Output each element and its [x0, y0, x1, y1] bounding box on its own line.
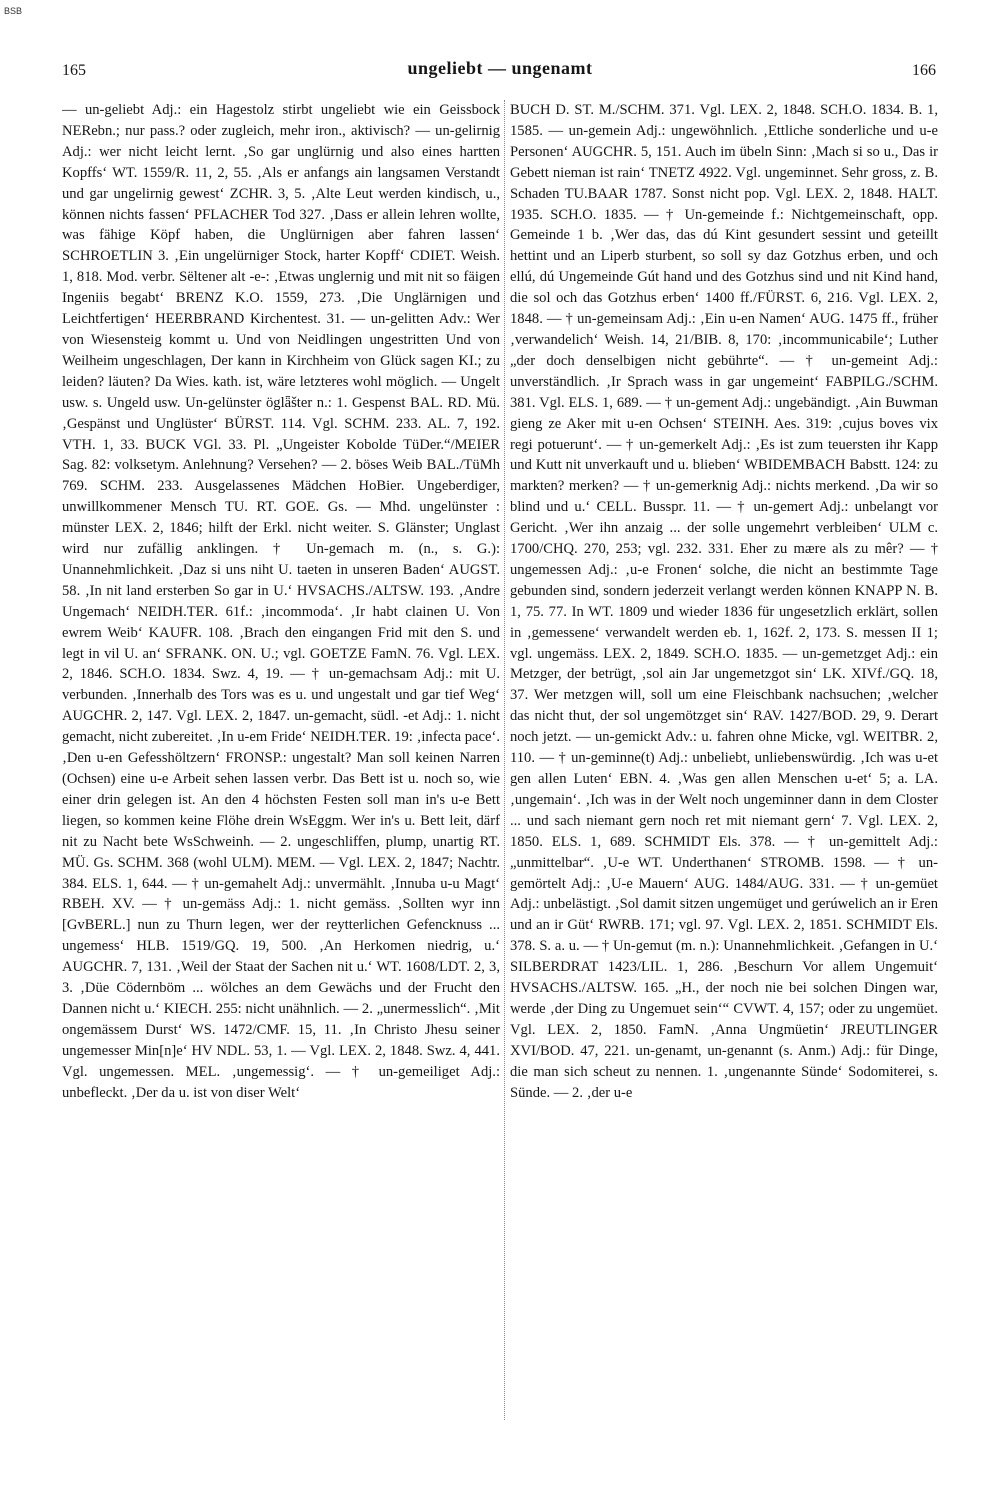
left-column-text: — un-geliebt Adj.: ein Hagestolz stirbt ungeliebt wie ein Geissbock NERebn.; nur pass.? oder zugleich, mehr iron., aktivisch? — un-gelirnig Adj.: wer nicht leicht lernt. ‚So gar unglürnig und also eines hartten Kopffs‘ WT. 1559/R. 11, 2, 55. ‚Als er anfangs ain langsamen Verstandt und gar ungelirnig gewest‘ ZCHR. 3, 5. ‚Alte Leut werden kindisch, u., können nichts fassen‘ PFLACHER Tod 327. ‚Dass er allein lehren wollte, was fähige Köpf haben, die Unglürnigen aber fahren lassen‘ SCHROETLIN 3. ‚Ein ungelürniger Stock, harter Kopff‘ CDIET. Weish. 1, 818. Mod. verbr. Sëltener alt -e-: ‚Etwas unglernig und mit nit so fäigen Ingeniis begabt‘ BRENZ K.O. 1559, 273. ‚Die Unglärnigen und Leichtfertigen‘ HEERBRAND Kirchentest. 31. — un-gelitten Adv.: Wer von Wiesensteig kommt u. Und von Neidlingen ungestritten Und von Weilheim ungeschlagen, Der kann in Kirchheim von Glück sagen KI.; zu leiden? läuten? Da Wies. kath. ist, wäre letzteres wohl möglich. — Ungelt usw. s. Ungeld usw. Un-gelünster öglǟšter n.: 1. Gespenst BAL. RD. Mü. ‚Gespänst und Unglüster‘ BÜRST. 114. Vgl. SCHM. 233. AL. 7, 192. VTH. 1, 33. BUCK VGl. 33. Pl. „Ungeister Kobolde TüDer.“/MEIER Sag. 82: volksetym. Anlehnung? Versehen? — 2. böses Weib BAL./TüMh 769. SCHM. 233. Ausgelassenes Mädchen HoBier. Ungeberdiger, unwillkommener Mensch TU. RT. GOE. Gs. — Mhd. ungelünster : münster LEX. 2, 1846; hilft der Erkl. nicht weiter. S. Glänster; Unglast wird nur zufällig anklingen. † Un-gemach m. (n., s. G.): Unannehmlichkeit. ‚Daz si uns niht U. taeten in unseren Baden‘ AUGST. 58. ‚In nit land ersterben So gar in U.‘ HVSACHS./ALTSW. 193. ‚Andre Ungemach‘ NEIDH.TER. 61f.: ‚incommoda‘. ‚Ir habt clainen U. Von ewrem Weib‘ KAUFR. 108. ‚Brach den eingangen Frid mit den S. und legt in vil U. an‘ SFRANK. ON. U.; vgl. GOETZE FamN. 76. Vgl. LEX. 2, 1846. SCH.O. 1834. Swz. 4, 19. — † un-gemachsam Adj.: mit U. verbunden. ‚Innerhalb des Tors was es u. und ungestalt und gar tief Weg‘ AUGCHR. 2, 147. Vgl. LEX. 2, 1847. un-gemacht, südl. -et Adj.: 1. nicht gemacht, nicht zubereitet. ‚In u-em Fride‘ NEIDH.TER. 19: ‚infecta pace‘. ‚Den u-en Gefesshöltzern‘ FRONSP.: ungestalt? Man soll keinen Narren (Ochsen) eine u-e Arbeit sehen lassen verbr. Das Bett ist u. noch so, wie einer drin gelegen ist. An den 4 höchsten Festen soll man in's u-e Bett liegen, so kommen keine Flöhe drein WsEggm. Wer in's u. Bett leit, därf nit zu Nacht bete WsSchweinh. — 2. ungeschliffen, plump, unartig RT. MÜ. Gs. SCHM. 368 (wohl ULM). MEM. — Vgl. LEX. 2, 1847; Nachtr. 384. ELS. 1, 644. — † un-gemahelt Adj.: unvermählt. ‚Innuba u-u Magt‘ RBEH. XV. — † un-gemäss Adj.: 1. nicht gemäss. ‚Sollten wyr inn [GvBERL.] nun zu Thurn legen, wer der reytterlichen Gefencknuss ... ungemess‘ HLB. 1519/GQ. 19, 500. ‚An Herkomen niedrig, u.‘ AUGCHR. 7, 131. ‚Weil der Staat der Sachen nit u.‘ WT. 1608/LDT. 2, 3, 3. ‚Düe Cödernböm ... wölches an dem Gewächs und der Frucht den Dannen nicht u.‘ KIECH. 255: nicht unähnlich. — 2. „unermesslich“. ‚Mit ongemässem Durst‘ WS. 1472/CMF. 15, 11. ‚In Christo Jhesu seiner ungemesser Min[n]e‘ HV NDL. 53, 1. — Vgl. LEX. 2, 1848. Swz. 4, 441. Vgl. ungemessen. MEL. ‚ungemessig‘. — † un-gemeiliget Adj.: unbefleckt. ‚Der da u. ist von diser Welt‘: [62, 102, 500, 1101]
library-stamp: BSB: [4, 6, 23, 16]
right-column-text: BUCH D. ST. M./SCHM. 371. Vgl. LEX. 2, 1848. SCH.O. 1834. B. 1, 1585. — un-gemein Adj.: ungewöhnlich. ‚Ettliche sonderliche und u-e Personen‘ AUGCHR. 5, 151. Auch im übeln Sinn: ‚Mach si so u., Das ir Gebett nieman ist rain‘ TNETZ 4922. Vgl. ungeminnet. Sehr gross, z. B. Schaden TU.BAAR 1787. Sonst nicht pop. Vgl. LEX. 2, 1848. HALT. 1935. SCH.O. 1835. — † Un-gemeinde f.: Nichtgemeinschaft, opp. Gemeinde 1 b. ‚Wer das, das dú Kint gesundert sessint und geteillt hettint und an Liperb sturbent, so soll sy daz Gotzhus erben, und och ellú, dú Ungemeinde Gút hand und des Gotzhus sind und nit Kind hand, die sol och das Gotzhus erben‘ 1400 ff./FÜRST. 6, 216. Vgl. LEX. 2, 1848. — † un-gemeinsam Adj.: ‚Ein u-en Namen‘ AUG. 1475 ff., früher ‚verwandelich‘ Weish. 14, 21/BIB. 8, 170: ‚incommunicabile‘; Luther „der doch denselbigen nicht gebührte“. — † un-gemeint Adj.: unverständlich. ‚Ir Sprach wass in gar ungemeint‘ FABPILG./SCHM. 381. Vgl. ELS. 1, 689. — † un-gement Adj.: ungebändigt. ‚Ain Buwman gieng ze Aker mit u-en Ochsen‘ STEINH. Aes. 319: ‚cujus boves vix regi potuerunt‘. — † un-gemerkelt Adj.: ‚Es ist zum teuersten ihr Kapp und Kutt nit unverkauft und u. blieben‘ WBIDEMBACH Babstt. 124: zu markten? merken? — † un-gemerknig Adj.: nichts merkend. ‚Da wir so blind und u.‘ CELL. Busspr. 11. — † un-gemert Adj.: unbelangt vor Gericht. ‚Wer ihn anzaig ... der solle ungemehrt verbleiben‘ ULM c. 1700/CHQ. 270, 253; vgl. 232. 331. Eher zu mære als zu mêr? — † ungemessen Adj.: ‚u-e Fronen‘ solche, die nicht an bestimmte Tage gebunden sind, sondern jederzeit verlangt werden können KNAPP N. B. 1, 75. 77. In WT. 1809 und wieder 1836 für ungesetzlich erklärt, sollen in ‚gemessene‘ verwandelt werden eb. 1, 162f. 2, 173. S. messen II 1; vgl. ungemäss. LEX. 2, 1849. SCH.O. 1835. — un-gemetzget Adj.: ein Metzger, der betrügt, ‚sol ain Jar ungemetzgot sin‘ LK. XIVf./GQ. 18, 37. Wer metzgen will, soll um eine Fleischbank nachsuchen; ‚welcher das nicht thut, der sol ungemötzget sin‘ RAV. 1427/BOD. 29, 9. Derart noch jetzt. — un-gemickt Adv.: u. fahren ohne Micke, vgl. WEITBR. 2, 110. — † un-geminne(t) Adj.: unbeliebt, unliebenswürdig. ‚Ich was u-et gen allen Luten‘ EBN. 4. ‚Was gen allen Menschen u-et‘ 5; a. LA. ‚ungemain‘. ‚Ich was in der Welt noch ungeminner dann in dem Closter ... und sach niemant gern noch ret mit niemant gern‘ 7. Vgl. LEX. 2, 1850. ELS. 1, 689. SCHMIDT Els. 378. — † un-gemittelt Adj.: „unmittelbar“. ‚U-e WT. Underthanen‘ STROMB. 1598. — † un-gemörtelt Adj.: ‚U-e Mauern‘ AUG. 1484/AUG. 331. — † un-gemüet Adj.: unbelästigt. ‚Sol damit sitzen ungemüget und gerúwelich an ir Eren und an ir Güt‘ RWRB. 171; vgl. 97. Vgl. LEX. 2, 1851. SCHMIDT Els. 378. S. a. u. — † Un-gemut (m. n.): Unannehmlichkeit. ‚Gefangen in U.‘ SILBERDRAT 1423/LIL. 1, 286. ‚Beschurn Vor allem Ungemuit‘ HVSACHS./ALTSW. 165. „H., der noch nie bei solchen Dingen war, werde ‚der Ding zu Ungemuet sein‘“ CVWT. 4, 157; oder zu ungemüet. Vgl. LEX. 2, 1850. FamN. ‚Anna Ungmüetin‘ JREUTLINGER XVI/BOD. 47, 221. un-genamt, un-genannt (s. Anm.) Adj.: für Dinge, die man sich scheut zu nennen. 1. ‚ungenannte Sünde‘ Sodomiterei, s. Sünde. — 2. ‚der u-e: [510, 102, 938, 1101]
column-divider: [504, 100, 505, 1420]
page-number-left: 165: [62, 62, 86, 79]
running-header: ungeliebt — ungenamt: [407, 58, 593, 78]
page-number-right: 166: [912, 62, 936, 79]
left-column: [62, 100, 500, 1420]
right-column: [510, 100, 938, 1420]
